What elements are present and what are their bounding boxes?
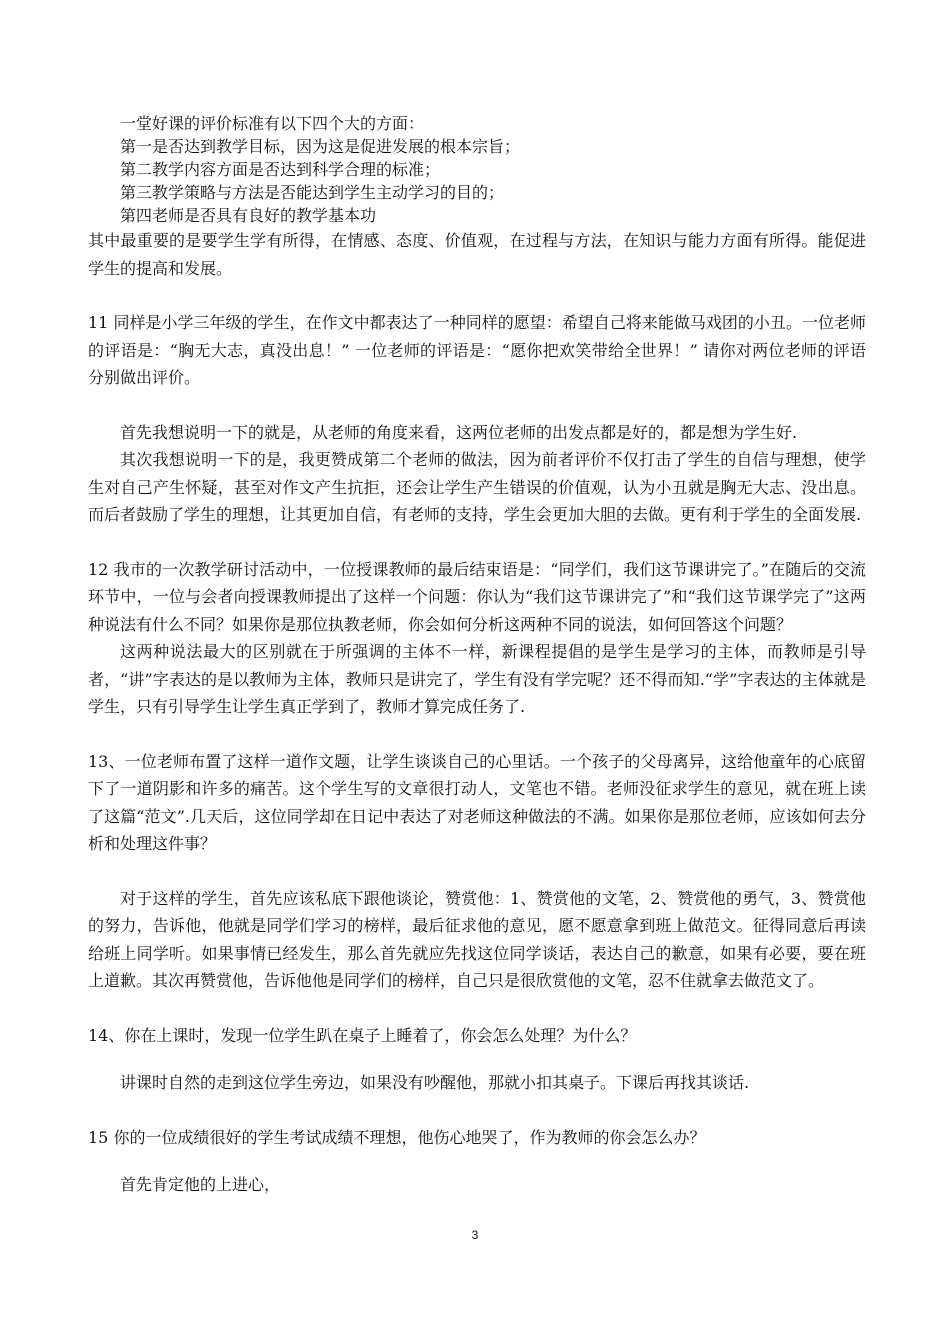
criteria-title: 一堂好课的评价标准有以下四个大的方面： [120,114,425,133]
question-15: 15 你的一位成绩很好的学生考试成绩不理想，他伤心地哭了，作为教师的你会怎么办？ [88,1127,706,1147]
question-12: 12 我市的一次教学研讨活动中，一位授课教师的最后结束语是：“同学们，我们这节课讲完了。”在随后的交流环节中，一位与会者向授课教师提出了这样一个问题：你认为“我们这节课讲完了”和“我们这节课学完了”这两种说法有什么不同？如果你是那位执教老师，你会如何分析这两种不同的说法，如何回答这个问题？ [88,559,866,634]
criteria-summary: 其中最重要的是要学生学有所得，在情感、态度、价值观，在过程与方法，在知识与能力方面有所得。能促进学生的提高和发展。 [88,231,866,278]
criteria-item-1: 第一是否达到教学目标，因为这是促进发展的根本宗旨； [120,137,521,156]
answer-11-part-1: 首先我想说明一下的就是，从老师的角度来看，这两位老师的出发点都是好的，都是想为学生好. [120,422,798,442]
question-13: 13、一位老师布置了这样一道作文题，让学生谈谈自己的心里话。一个孩子的父母离异，这给他童年的心底留下了一道阴影和许多的痛苦。这个学生写的文章很打动人，文笔也不错。老师没征求学生的意见，就在班上读了这篇“范文”.几天后，这位同学却在日记中表达了对老师这种做法的不满。如果你是那位老师，应该如何去分析和处理这件事？ [88,751,866,853]
criteria-item-3: 第三教学策略与方法是否能达到学生主动学习的目的； [120,183,505,202]
question-11: 11 同样是小学三年级的学生，在作文中都表达了一种同样的愿望：希望自己将来能做马戏团的小丑。一位老师的评语是：“胸无大志，真没出息！” 一位老师的评语是：“愿你把欢笑带给全世界！” 请你对两位老师的评语分别做出评价。 [88,313,866,387]
question-14: 14、你在上课时，发现一位学生趴在桌子上睡着了，你会怎么处理？为什么？ [88,1025,637,1045]
answer-13: 对于这样的学生，首先应该私底下跟他谈论，赞赏他：1、赞赏他的文笔，2、赞赏他的勇气，3、赞赏他的努力，告诉他，他就是同学们学习的榜样，最后征求他的意见，愿不愿意拿到班上做范文。征得同意后再读给班上同学听。如果事情已经发生，那么首先就应先找这位同学谈话，表达自己的歉意，如果有必要，要在班上道歉。其次再赞赏他，告诉他他是同学们的榜样，自己只是很欣赏他的文笔，忍不住就拿去做范文了。 [88,888,866,990]
page-number: 3 [471,1228,479,1242]
answer-11-part-2: 其次我想说明一下的是，我更赞成第二个老师的做法，因为前者评价不仅打击了学生的自信与理想，使学生对自己产生怀疑，甚至对作文产生抗拒，还会让学生产生错误的价值观，认为小丑就是胸无大志、没出息。而后者鼓励了学生的理想，让其更加自信，有老师的支持，学生会更加大胆的去做。更有利于学生的全面发展. [88,450,866,524]
criteria-item-2: 第二教学内容方面是否达到科学合理的标准； [120,160,441,179]
document-page [88,112,866,1199]
answer-12: 这两种说法最大的区别就在于所强调的主体不一样，新课程提倡的是学生是学习的主体，而教师是引导者，“讲”字表达的是以教师为主体，教师只是讲完了，学生有没有学完呢？还不得而知.“学”字表达的主体就是学生，只有引导学生让学生真正学到了，教师才算完成任务了. [88,642,866,716]
answer-15: 首先肯定他的上进心， [120,1175,281,1194]
criteria-item-4: 第四老师是否具有良好的教学基本功 [120,206,377,225]
answer-14: 讲课时自然的走到这位学生旁边，如果没有吵醒他，那就小扣其桌子。下课后再找其谈话. [120,1073,750,1092]
